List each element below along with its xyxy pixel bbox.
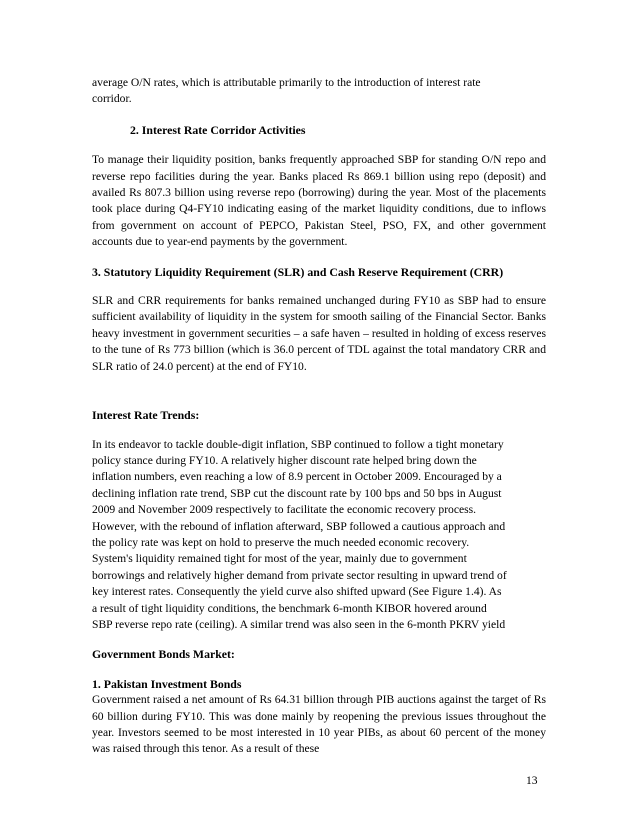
text-line: a result of tight liquidity conditions, the benchmark 6-month KIBOR hovered around	[92, 601, 487, 615]
interest-rate-trends-heading: Interest Rate Trends:	[92, 408, 200, 423]
pib-subheading: 1. Pakistan Investment Bonds	[92, 676, 242, 691]
continuation-paragraph	[92, 75, 546, 108]
text-line: However, with the rebound of inflation afterward, SBP followed a cautious approach and	[92, 519, 506, 533]
slr-heading: 3. Statutory Liquidity Requirement (SLR) and Cash Reserve Requirement (CRR)	[92, 264, 504, 279]
text-line: key interest rates. Consequently the yield curve also shifted upward (See Figure 1.4). As	[92, 585, 502, 599]
text-line: inflation numbers, even reaching a low of 8.9 percent in October 2009. Encouraged by a	[92, 470, 502, 484]
text-line: policy stance during FY10. A relatively higher discount rate helped bring down the	[92, 453, 477, 467]
page-body	[92, 75, 546, 758]
text-line: 2009 and November 2009 respectively to facilitate the economic recovery process.	[92, 503, 477, 517]
text-line: borrowings and relatively higher demand from private sector resulting in upward trend of	[92, 568, 507, 582]
interest-rate-trends-paragraph	[92, 437, 546, 634]
pib-paragraph: Government raised a net amount of Rs 64.31 billion through PIB auctions against the target of Rs 60 billion during FY10. This was done mainly by reopening the previous issues throughout the year. Investors seemed to be most interested in 10 year PIBs, as about 60 percent of the money was raised through this tenor. As a result of these	[92, 693, 546, 756]
slr-paragraph: SLR and CRR requirements for banks remained unchanged during FY10 as SBP had to ensure sufficient availability of liquidity in the system for smooth sailing of the Financial Sector. Banks heavy investment in government securities – a safe haven – resulted in holding of excess reserves to the tune of Rs 773 billion (which is 36.0 percent of TDL against the total mandatory CRR and SLR ratio of 24.0 percent) at the end of FY10.	[92, 294, 546, 373]
text-line: the policy rate was kept on hold to preserve the much needed economic recovery.	[92, 535, 470, 549]
text-line: average O/N rates, which is attributable primarily to the introduction of interest rate	[92, 76, 481, 89]
text-line: System's liquidity remained tight for most of the year, mainly due to government	[92, 552, 467, 566]
text-line: In its endeavor to tackle double-digit inflation, SBP continued to follow a tight monetary	[92, 437, 504, 451]
irc-paragraph: To manage their liquidity position, banks frequently approached SBP for standing O/N repo and reverse repo facilities during the year. Banks placed Rs 869.1 billion using repo (deposit) and availed Rs 807.3 billion using reverse repo (borrowing) during the year. Most of the placements took place during Q4-FY10 indicating easing of the market liquidity conditions, due to inflows from government on account of PEPCO, Pakistan Steel, PSO, FX, and other government accounts due to year-end payments by the government.	[92, 153, 546, 249]
irc-heading: 2. Interest Rate Corridor Activities	[130, 122, 306, 137]
text-line: SBP reverse repo rate (ceiling). A similar trend was also seen in the 6-month PKRV yield	[92, 617, 506, 631]
text-line: corridor.	[92, 92, 132, 106]
page-number: 13	[526, 774, 538, 787]
government-bonds-heading: Government Bonds Market:	[92, 647, 235, 662]
text-line: declining inflation rate trend, SBP cut the discount rate by 100 bps and 50 bps in August	[92, 486, 502, 500]
